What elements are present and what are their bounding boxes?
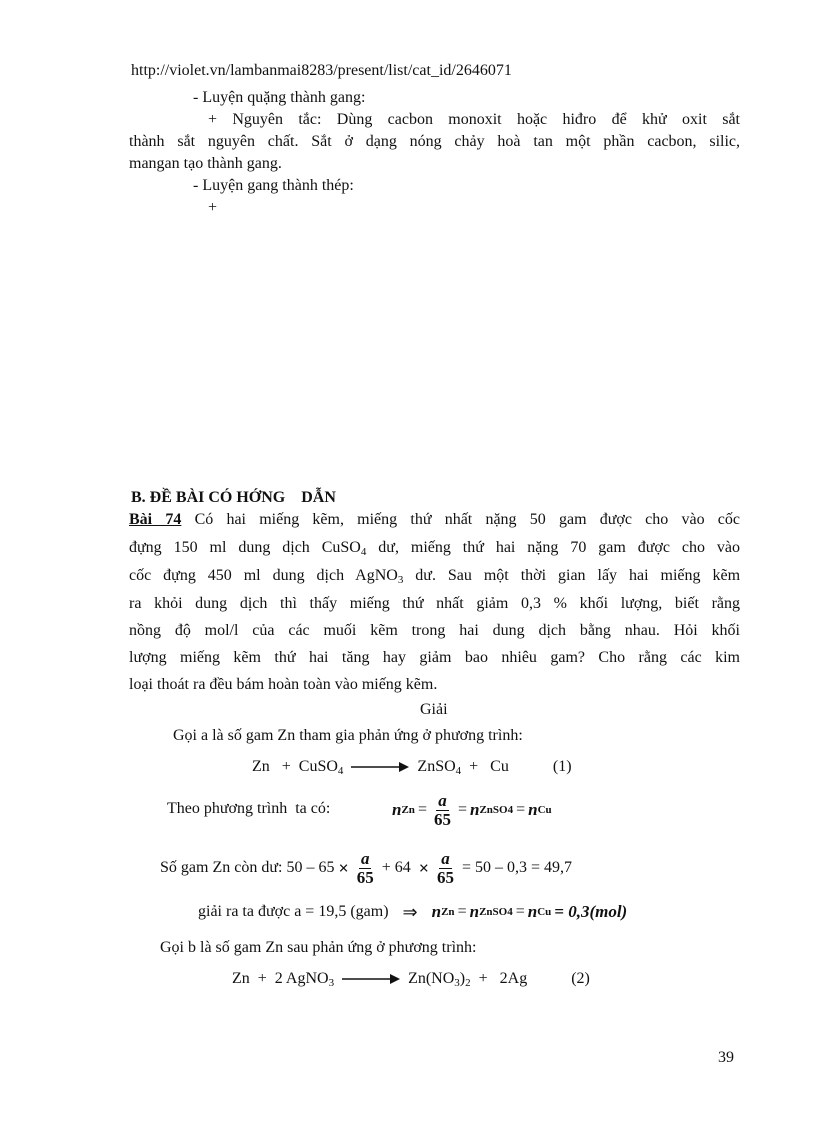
fraction-a-65: $\frac{a}{65}$: [433, 790, 451, 829]
problem-line-1: [129, 510, 740, 530]
line-steel: - Luyện gang thành thép:: [193, 177, 354, 194]
equation-2: Zn + 2 AgNO$_3$ $Zn(NO_3)_2 + 2Ag$ (2): [232, 970, 590, 989]
line-principle-end: mangan tạo thành gang.: [129, 155, 282, 172]
problem-text-1: Có hai miếng kẽm, miếng thứ nhất nặng 50 gam được cho vào cốc: [194, 511, 741, 528]
mole-relation: n Zn = $\frac{a}{65}$ = n ZnSO4 = n Cu: [392, 790, 552, 829]
section-heading: B. ĐỀ BÀI CÓ HỚNG DẪN: [131, 489, 336, 506]
times-icon: ×: [338, 858, 349, 878]
reaction-arrow-icon: [351, 761, 409, 773]
problem-line-5: nồng độ mol/l của các muối kẽm trong hai dung dịch bằng nhau. Hỏi khối: [129, 622, 740, 639]
solution-line-2: Theo phương trình ta có:: [167, 800, 331, 817]
problem-line-4: ra khỏi dung dịch thì thấy miếng thứ nhất giảm 0,3 % khối lượng, biết rằng: [129, 595, 740, 612]
solution-title: Giải: [420, 701, 448, 718]
line-plus: +: [208, 199, 218, 216]
page-number: 39: [718, 1049, 734, 1066]
problem-line-6: lượng miếng kẽm thứ hai tăng hay giảm bao nhiêu gam? Cho rằng các kim: [129, 649, 740, 666]
equation-1: Zn + CuSO$_4$ ZnSO$_4$ + Cu (1): [252, 758, 572, 777]
implies-icon: ⇒: [402, 902, 418, 922]
source-url: http://violet.vn/lambanmai8283/present/list/cat_id/2646071: [131, 62, 512, 79]
line-smelting-ore: - Luyện quặng thành gang:: [193, 89, 366, 106]
problem-line-7: loại thoát ra đều bám hoàn toàn vào miếng kẽm.: [129, 676, 438, 693]
reaction-arrow-icon: [342, 973, 400, 985]
problem-line-2: đựng 150 ml dung dịch CuSO$_4$ dư, miếng thứ hai nặng 70 gam được cho vào: [129, 539, 741, 558]
times-icon: ×: [418, 858, 429, 878]
solve-line: giải ra ta được a = 19,5 (gam) ⇒ n Zn = n ZnSO4 = n Cu = 0,3(mol): [198, 902, 628, 922]
remaining-zinc: Số gam Zn còn dư: 50 – 65 × $\frac{a}{65}$ + 64 × $\frac{a}{65}$ = 50 – 0,3 = 49,7: [160, 848, 573, 887]
problem-label: Bài 74: [129, 511, 182, 528]
problem-line-3: cốc đựng 450 ml dung dịch AgNO$_3$ dư. Sau một thời gian lấy hai miếng kẽm: [129, 567, 741, 586]
line-principle-cont: thành sắt nguyên chất. Sắt ở dạng nóng chảy hoà tan một phần cacbon, silic,: [129, 133, 740, 150]
solution-line-1: Gọi a là số gam Zn tham gia phản ứng ở phương trình:: [173, 727, 523, 744]
solution-line-5: Gọi b là số gam Zn sau phản ứng ở phương trình:: [160, 939, 477, 956]
line-principle: + Nguyên tắc: Dùng cacbon monoxit hoặc hiđro để khử oxit sắt: [208, 111, 740, 128]
